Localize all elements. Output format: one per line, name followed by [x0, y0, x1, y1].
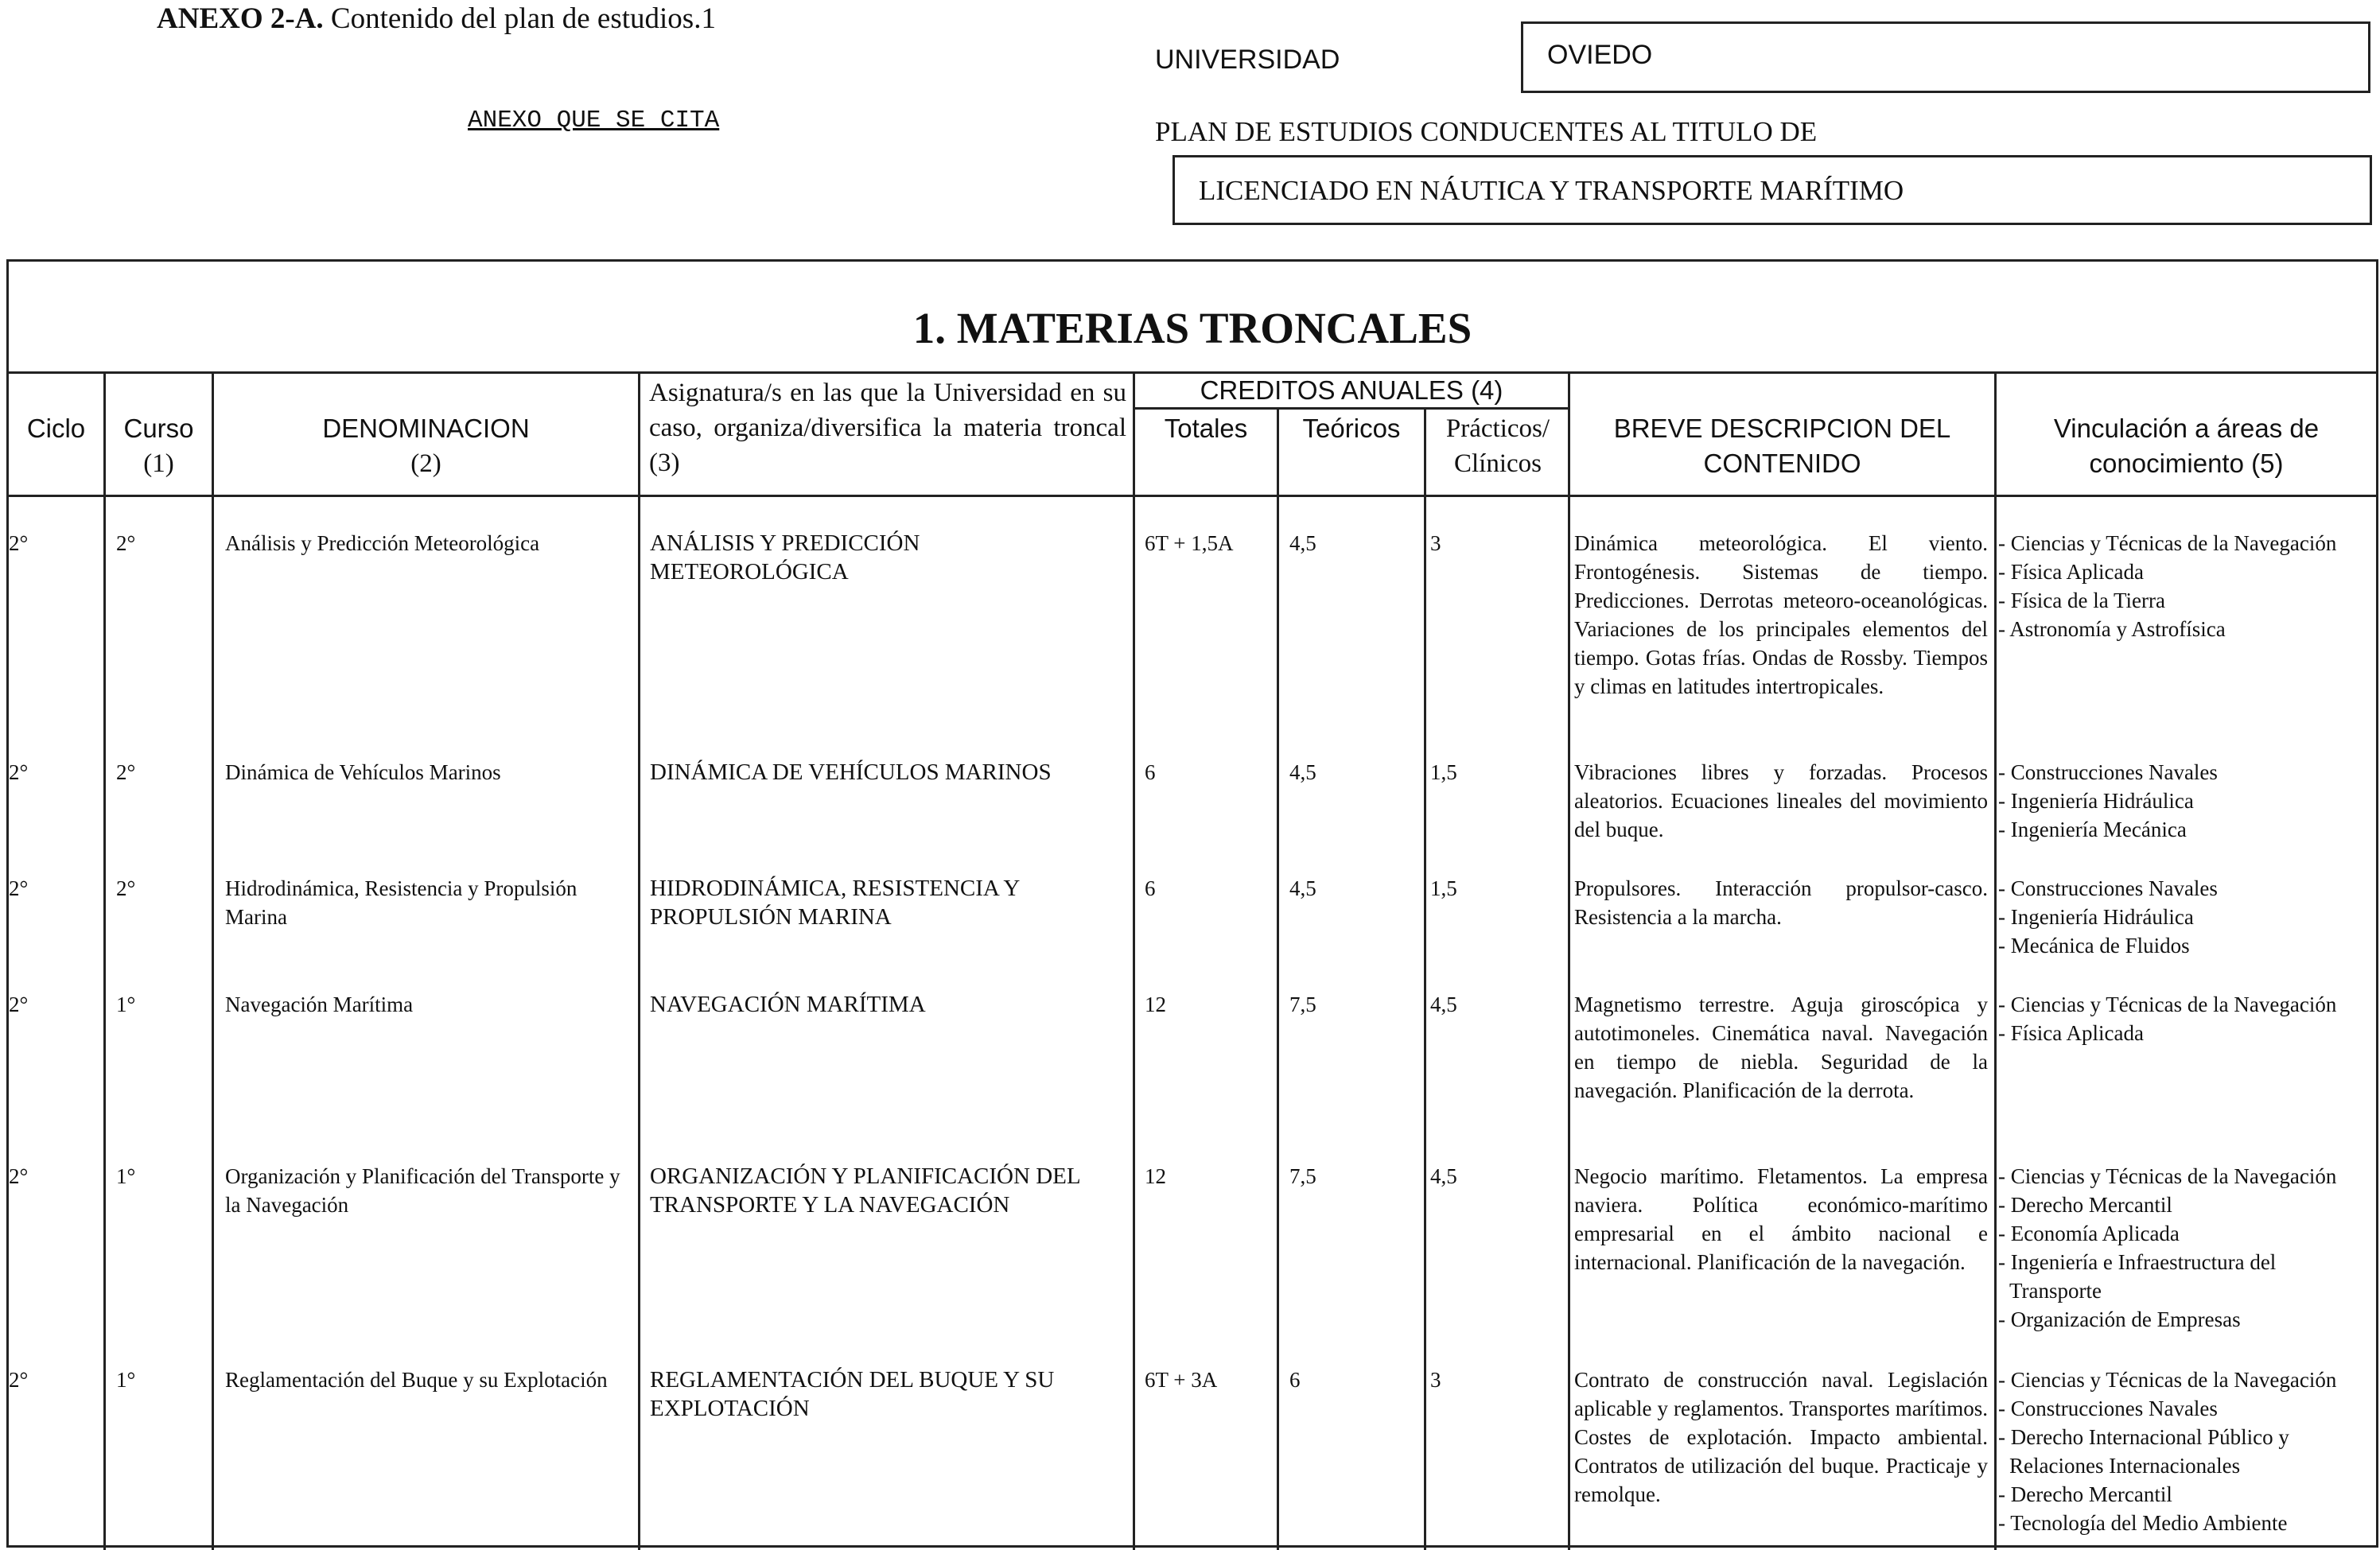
area-item: - Ingeniería Hidráulica — [1998, 905, 2194, 929]
cell-practicos: 1,5 — [1430, 760, 1457, 784]
col-divider — [1994, 371, 1997, 1550]
area-item: - Ciencias y Técnicas de la Navegación — [1998, 993, 2337, 1016]
area-item: - Derecho Mercantil — [1998, 1193, 2172, 1217]
cell-asignatura: REGLAMENTACIÓN DEL BUQUE Y SU EXPLOTACIÓN — [650, 1367, 1055, 1421]
area-item: - Construcciones Navales — [1998, 1397, 2218, 1420]
cell-asignatura: NAVEGACIÓN MARÍTIMA — [650, 992, 926, 1017]
cell-descripcion: Vibraciones libres y forzadas. Procesos aleatorios. Ecuaciones lineales del movimiento del buque. — [1574, 760, 1988, 841]
cell-descripcion: Magnetismo terrestre. Aguja giroscópica y autotimoneles. Cinemática naval. Navegación en tiempo de niebla. Seguridad de la navegación. Planificación de la derrota. — [1574, 993, 1988, 1102]
col-header-vinculacion-line2: conocimiento (5) — [2089, 449, 2284, 478]
cell-totales: 6T + 1,5A — [1145, 531, 1234, 555]
cell-areas — [1998, 529, 2377, 643]
table-rule-header-bottom — [9, 495, 2376, 497]
cell-descripcion: Contrato de construcción naval. Legislación aplicable y reglamentos. Transportes marítimos. Costes de explotación. Impacto ambiental. Contratos de utilización del buque. Practicaje y remolque. — [1574, 1368, 1988, 1506]
col-header-curso-label: Curso — [123, 414, 194, 443]
area-item: - Construcciones Navales — [1998, 876, 2218, 900]
area-item: Transporte — [2009, 1279, 2102, 1303]
cell-totales: 12 — [1145, 993, 1166, 1016]
area-item: - Derecho Mercantil — [1998, 1482, 2172, 1506]
cell-areas — [1998, 1162, 2377, 1334]
col-header-creditos: CREDITOS ANUALES (4) — [1200, 375, 1503, 405]
col-divider — [1568, 371, 1570, 1550]
area-item: - Ciencias y Técnicas de la Navegación — [1998, 1368, 2337, 1392]
plan-label: PLAN DE ESTUDIOS CONDUCENTES AL TITULO DE — [1155, 116, 1818, 147]
cell-denominacion: Navegación Marítima — [225, 993, 414, 1016]
area-item: - Mecánica de Fluidos — [1998, 934, 2190, 958]
col-divider — [1424, 407, 1426, 1550]
cell-denominacion: Dinámica de Vehículos Marinos — [225, 760, 501, 784]
cell-teoricos: 4,5 — [1289, 531, 1316, 555]
cell-denominacion: Hidrodinámica, Resistencia y Propulsión Marina — [225, 876, 578, 929]
area-item: - Ciencias y Técnicas de la Navegación — [1998, 1164, 2337, 1188]
cell-curso: 2° — [116, 531, 136, 555]
degree-title-field: LICENCIADO EN NÁUTICA Y TRANSPORTE MARÍTIMO — [1172, 155, 2372, 225]
cell-curso: 2° — [116, 760, 136, 784]
section-title: 1. MATERIAS TRONCALES — [912, 304, 1472, 352]
col-header-vinculacion — [1997, 411, 2376, 481]
col-header-descripcion — [1570, 411, 1994, 481]
cell-curso: 1° — [116, 993, 136, 1016]
col-divider — [638, 371, 640, 1550]
area-item: - Construcciones Navales — [1998, 760, 2218, 784]
col-header-denominacion-label: DENOMINACION — [322, 414, 530, 443]
cell-practicos: 4,5 — [1430, 993, 1457, 1016]
cell-ciclo: 2° — [9, 876, 29, 900]
annex-title-bold: ANEXO 2-A. — [157, 2, 324, 35]
col-header-asignatura: Asignatura/s en las que la Universidad en su caso, organiza/diversifica la materia troncal (3) — [649, 379, 1126, 477]
area-item: - Economía Aplicada — [1998, 1222, 2180, 1245]
col-header-ciclo: Ciclo — [26, 414, 86, 443]
col-header-practicos: Prácticos/ Clínicos — [1445, 414, 1550, 478]
col-header-vinculacion-line1: Vinculación a áreas de — [2053, 414, 2320, 443]
cell-teoricos: 4,5 — [1289, 876, 1316, 900]
area-item: - Derecho Internacional Público y — [1998, 1425, 2289, 1449]
cell-curso: 1° — [116, 1368, 136, 1392]
cell-practicos: 3 — [1430, 531, 1441, 555]
cell-areas — [1998, 990, 2377, 1047]
area-item: - Ciencias y Técnicas de la Navegación — [1998, 531, 2337, 555]
cell-practicos: 4,5 — [1430, 1164, 1457, 1188]
area-item: - Ingeniería Mecánica — [1998, 818, 2187, 841]
col-divider — [212, 371, 214, 1550]
area-item: - Ingeniería e Infraestructura del — [1998, 1250, 2277, 1274]
col-header-curso — [106, 411, 212, 481]
col-header-descripcion-line2: CONTENIDO — [1703, 449, 1861, 478]
cell-denominacion: Análisis y Predicción Meteorológica — [225, 531, 540, 555]
cell-ciclo: 2° — [9, 760, 29, 784]
col-divider — [1277, 407, 1279, 1550]
cell-totales: 6T + 3A — [1145, 1368, 1218, 1392]
annex-cited-label: ANEXO QUE SE CITA — [468, 107, 720, 134]
cell-totales: 6 — [1145, 876, 1156, 900]
subjects-table — [6, 259, 2378, 1548]
university-label: UNIVERSIDAD — [1155, 45, 1340, 75]
cell-practicos: 3 — [1430, 1368, 1441, 1392]
cell-areas — [1998, 874, 2377, 960]
col-header-curso-note: (1) — [143, 449, 174, 478]
cell-descripcion: Negocio marítimo. Fletamentos. La empresa naviera. Política económico-marítimo empresarial en el ámbito nacional e internacional. Planificación de la navegación. — [1574, 1164, 1988, 1274]
annex-title — [157, 2, 716, 36]
col-divider — [103, 371, 106, 1550]
col-header-teoricos: Teóricos — [1302, 414, 1401, 443]
area-item: - Física Aplicada — [1998, 1021, 2144, 1045]
col-divider — [1133, 371, 1135, 1550]
cell-teoricos: 7,5 — [1289, 993, 1316, 1016]
area-item: Relaciones Internacionales — [2009, 1454, 2241, 1478]
col-header-descripcion-line1: BREVE DESCRIPCION DEL — [1613, 414, 1951, 443]
area-item: - Ingeniería Hidráulica — [1998, 789, 2194, 813]
col-header-totales: Totales — [1164, 414, 1248, 443]
cell-curso: 2° — [116, 876, 136, 900]
cell-asignatura: ORGANIZACIÓN Y PLANIFICACIÓN DEL TRANSPORTE Y LA NAVEGACIÓN — [650, 1163, 1080, 1218]
cell-areas — [1998, 758, 2377, 844]
cell-asignatura: HIDRODINÁMICA, RESISTENCIA Y PROPULSIÓN MARINA — [650, 876, 1020, 930]
area-item: - Tecnología del Medio Ambiente — [1998, 1511, 2288, 1535]
cell-asignatura: ANÁLISIS Y PREDICCIÓN METEOROLÓGICA — [650, 530, 920, 585]
cell-ciclo: 2° — [9, 1164, 29, 1188]
cell-descripcion: Propulsores. Interacción propulsor-casco. Resistencia a la marcha. — [1574, 876, 1988, 929]
col-header-denominacion — [214, 411, 638, 481]
university-field: OVIEDO — [1521, 21, 2370, 93]
area-item: - Organización de Empresas — [1998, 1307, 2241, 1331]
area-item: - Física Aplicada — [1998, 560, 2144, 584]
cell-totales: 6 — [1145, 760, 1156, 784]
cell-curso: 1° — [116, 1164, 136, 1188]
cell-descripcion: Dinámica meteorológica. El viento. Frontogénesis. Sistemas de tiempo. Predicciones. Derrotas meteoro-oceanológicas. Variaciones de los principales elementos del tiempo. Gotas frías. Ondas de Rossby. Tiempos y climas en latitudes intertropicales. — [1574, 531, 1988, 698]
cell-ciclo: 2° — [9, 993, 29, 1016]
col-header-denominacion-note: (2) — [410, 449, 441, 478]
cell-practicos: 1,5 — [1430, 876, 1457, 900]
area-item: - Astronomía y Astrofísica — [1998, 617, 2226, 641]
cell-ciclo: 2° — [9, 1368, 29, 1392]
annex-title-rest: Contenido del plan de estudios.1 — [330, 2, 716, 35]
cell-areas — [1998, 1365, 2377, 1537]
cell-teoricos: 7,5 — [1289, 1164, 1316, 1188]
cell-asignatura: DINÁMICA DE VEHÍCULOS MARINOS — [650, 759, 1052, 785]
cell-totales: 12 — [1145, 1164, 1166, 1188]
cell-denominacion: Reglamentación del Buque y su Explotación — [225, 1368, 608, 1392]
cell-teoricos: 4,5 — [1289, 760, 1316, 784]
cell-teoricos: 6 — [1289, 1368, 1301, 1392]
cell-denominacion: Organización y Planificación del Transporte y la Navegación — [225, 1164, 620, 1217]
cell-ciclo: 2° — [9, 531, 29, 555]
area-item: - Física de la Tierra — [1998, 589, 2165, 612]
